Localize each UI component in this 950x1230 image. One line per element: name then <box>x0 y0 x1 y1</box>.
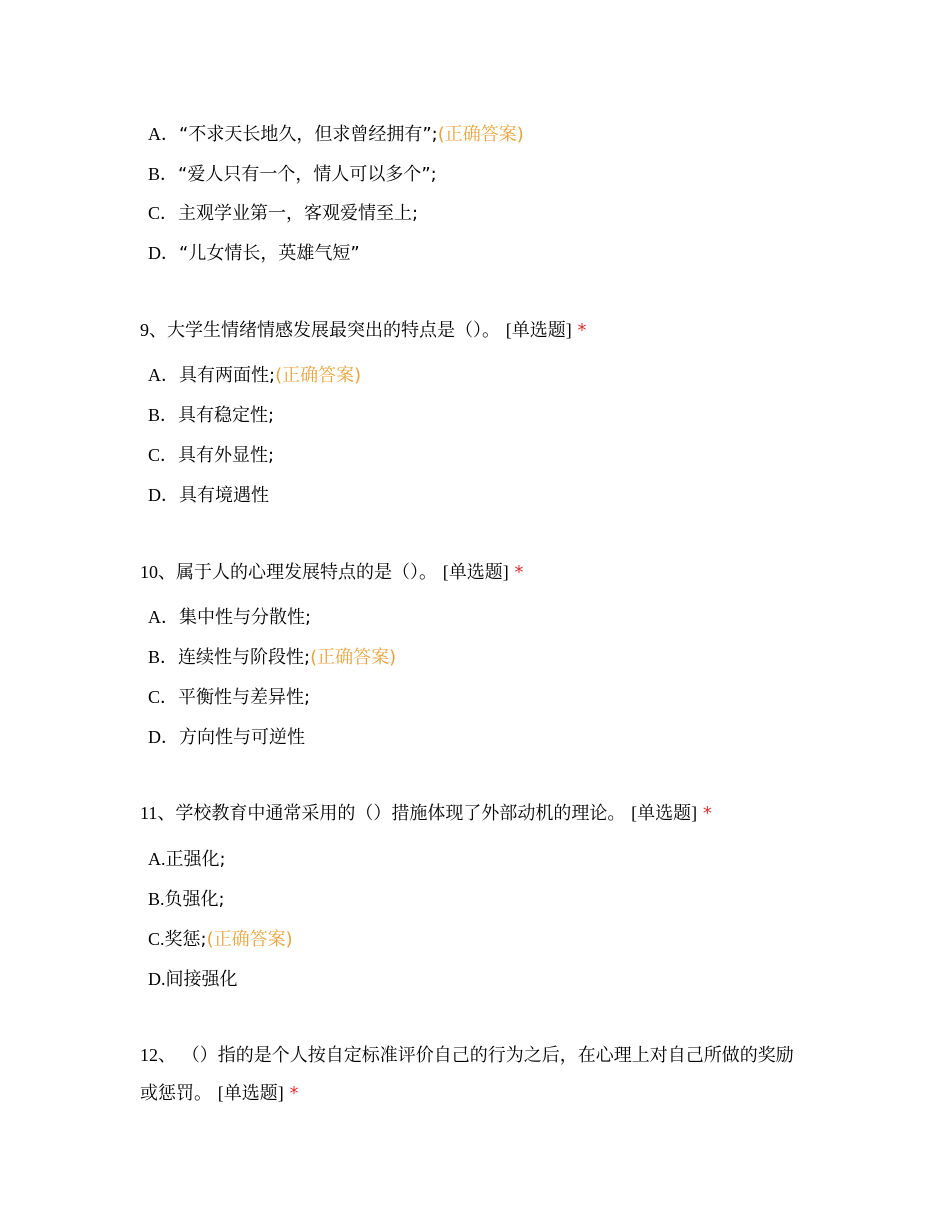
option-text: 连续性与阶段性; <box>178 647 311 668</box>
option-prefix: A． <box>148 365 179 385</box>
question-text: （）指的是个人按自定标准评价自己的行为之后，在心理上对自己所做的奖励 <box>181 1045 794 1066</box>
question-text: 大学生情绪情感发展最突出的特点是（）。 <box>167 320 500 341</box>
question-number: 9、 <box>140 320 167 340</box>
required-star: * <box>577 320 587 341</box>
option-text: 具有两面性; <box>179 365 276 386</box>
q11-option-b <box>148 887 225 912</box>
option-text: 奖惩; <box>164 929 207 950</box>
option-text: “儿女情长，英雄气短” <box>179 243 360 264</box>
question-number: 12、 <box>140 1045 176 1065</box>
option-prefix: A. <box>148 849 166 869</box>
q9-option-a <box>148 363 361 388</box>
option-prefix: C． <box>148 445 179 465</box>
option-text: 具有稳定性; <box>178 405 275 426</box>
option-text: 主观学业第一，客观爱情至上; <box>178 203 419 224</box>
option-prefix: D． <box>148 485 179 505</box>
q9-option-c <box>148 443 274 468</box>
q10-option-a <box>148 605 311 630</box>
question-number: 11、 <box>140 803 176 823</box>
option-text: 具有境遇性 <box>179 485 269 506</box>
question-type-tag: [单选题] <box>442 562 509 582</box>
option-prefix: A． <box>148 607 179 627</box>
question-number: 10、 <box>140 562 176 582</box>
option-prefix: B． <box>148 164 179 184</box>
question-type-tag: [单选题] <box>217 1083 284 1103</box>
option-prefix: C. <box>148 929 165 949</box>
q8-option-b <box>148 162 437 187</box>
option-prefix: D． <box>148 727 179 747</box>
q8-option-d <box>148 241 360 266</box>
q11-option-d <box>148 967 238 992</box>
option-prefix: C． <box>148 687 179 707</box>
option-text: “不求天长地久，但求曾经拥有”; <box>179 124 438 145</box>
question-11 <box>140 801 712 826</box>
q8-option-c <box>148 201 418 226</box>
question-text-continued: 或惩罚。 <box>140 1083 212 1104</box>
option-text: “爱人只有一个，情人可以多个”; <box>178 164 437 185</box>
option-text: 方向性与可逆性 <box>179 727 305 748</box>
correct-answer-marker: (正确答案) <box>275 365 362 386</box>
q11-option-a <box>148 847 226 872</box>
q9-option-d <box>148 483 269 508</box>
option-text: 正强化; <box>165 849 226 870</box>
option-prefix: D. <box>148 969 166 989</box>
q8-option-a <box>148 122 524 147</box>
required-star: * <box>514 562 524 583</box>
required-star: * <box>702 803 712 824</box>
option-text: 间接强化 <box>165 969 238 990</box>
required-star: * <box>289 1083 299 1104</box>
question-12-line-1 <box>140 1043 794 1068</box>
option-prefix: C． <box>148 203 179 223</box>
option-prefix: B. <box>148 889 165 909</box>
question-9 <box>140 318 586 343</box>
option-prefix: B． <box>148 405 179 425</box>
q10-option-c <box>148 685 310 710</box>
option-prefix: A． <box>148 124 179 144</box>
option-text: 平衡性与差异性; <box>178 687 311 708</box>
q10-option-d <box>148 725 305 750</box>
question-text: 属于人的心理发展特点的是（）。 <box>176 562 437 583</box>
option-text: 集中性与分散性; <box>179 607 312 628</box>
option-text: 具有外显性; <box>178 445 275 466</box>
option-text: 负强化; <box>164 889 225 910</box>
question-type-tag: [单选题] <box>631 803 698 823</box>
q9-option-b <box>148 403 274 428</box>
question-10 <box>140 560 523 585</box>
correct-answer-marker: (正确答案) <box>437 124 524 145</box>
question-type-tag: [单选题] <box>505 320 572 340</box>
option-prefix: D． <box>148 243 179 263</box>
question-12-line-2 <box>140 1081 298 1106</box>
q10-option-b <box>148 645 396 670</box>
correct-answer-marker: (正确答案) <box>206 929 293 950</box>
correct-answer-marker: (正确答案) <box>310 647 397 668</box>
q11-option-c <box>148 927 293 952</box>
option-prefix: B． <box>148 647 179 667</box>
question-text: 学校教育中通常采用的（）措施体现了外部动机的理论。 <box>175 803 626 824</box>
